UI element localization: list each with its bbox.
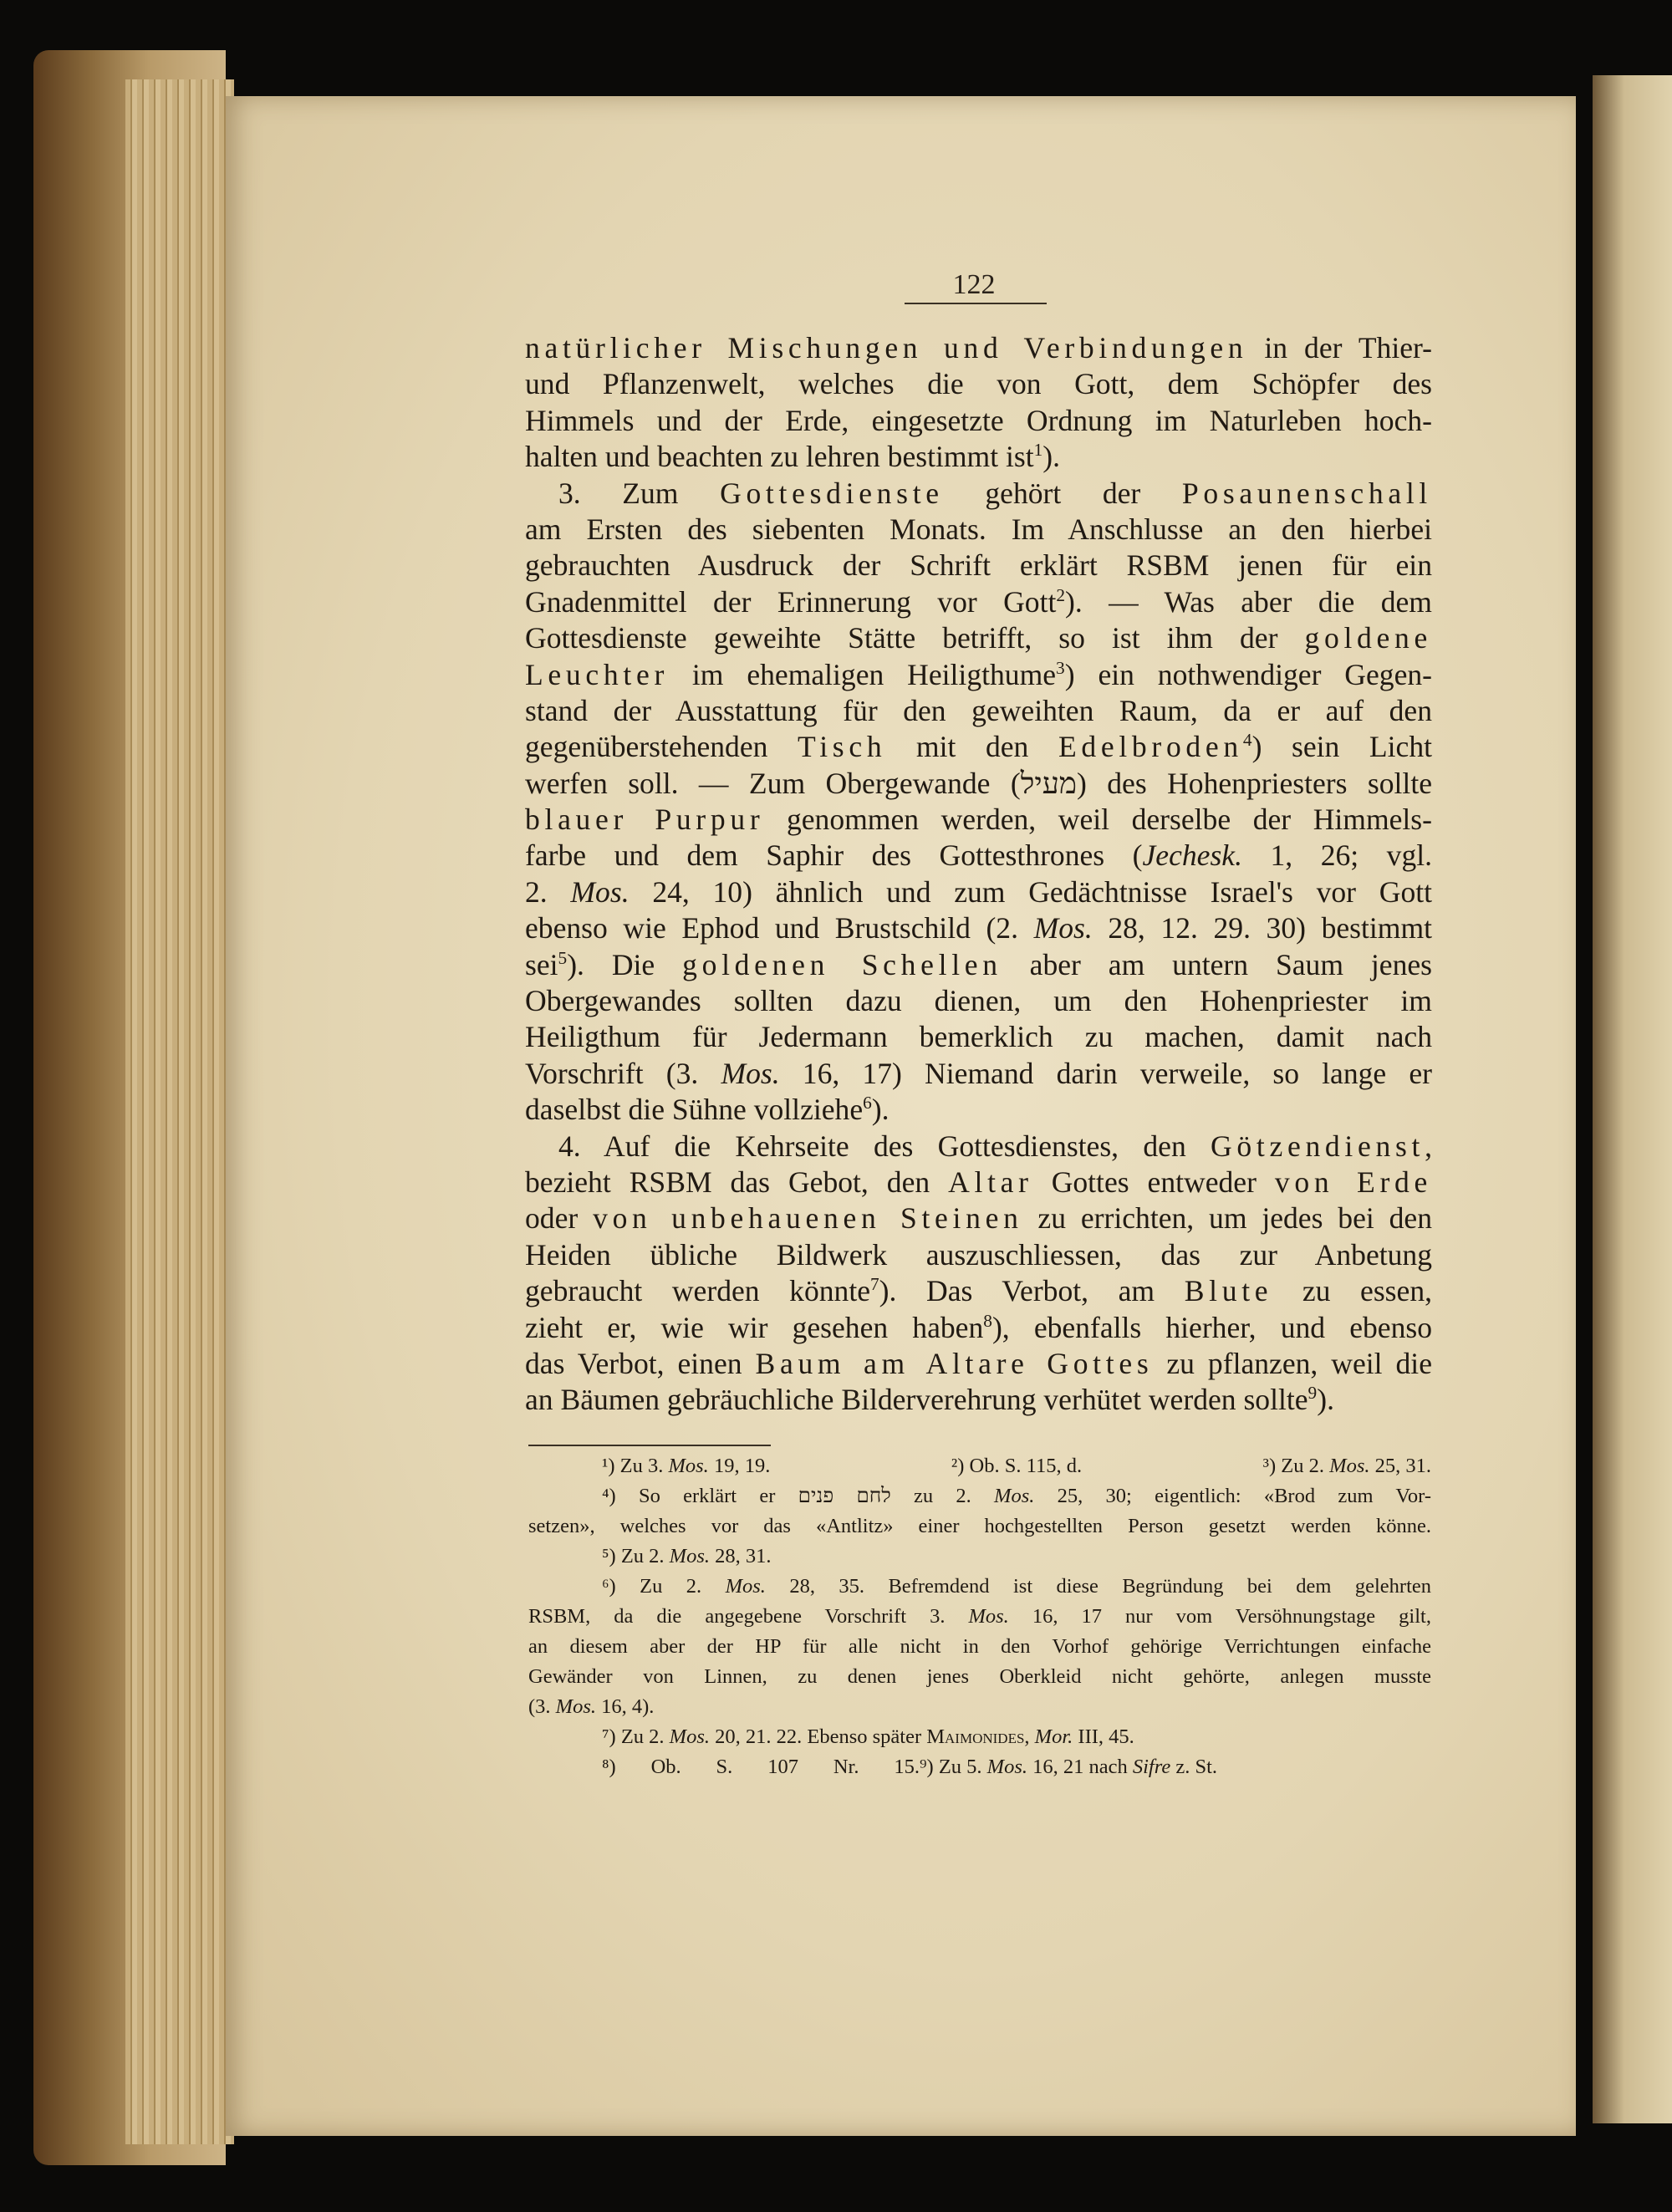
text-run: Vorschrift (3.: [525, 1056, 721, 1090]
text-run: Götzendienst: [1211, 1129, 1425, 1163]
text-run: Baum am Altare Gottes: [755, 1346, 1154, 1380]
text-run: ⁴) So erklärt er לחם פנים zu 2.: [602, 1485, 995, 1507]
text-run: Mischungen und Verbindungen: [727, 331, 1248, 364]
text-run: Mos.: [669, 1725, 710, 1748]
text-run: goldene: [1304, 621, 1432, 655]
text-line: und Pflanzenwelt, welches die von Gott, dem Schöpfer des: [525, 367, 1432, 401]
text-run: Mos.: [725, 1575, 766, 1598]
text-run: Blute: [1184, 1274, 1273, 1308]
text-run: Mos.: [986, 1756, 1027, 1778]
footnote-line: [528, 1602, 1431, 1632]
footnote-ref: 2: [1056, 584, 1066, 605]
text-line: Obergewandes sollten dazu dienen, um den Hohenpriester im: [525, 984, 1432, 1018]
text-line: [525, 802, 1432, 838]
text-run: von unbehauenen Steinen: [593, 1201, 1023, 1236]
text-run: natürlicher: [525, 331, 728, 364]
text-run: ⁵) Zu 2.: [602, 1545, 670, 1567]
text-run: (3.: [528, 1695, 556, 1718]
text-run: Jechesk.: [1142, 838, 1242, 873]
text-run: ). — Was aber die dem: [1065, 584, 1432, 619]
text-run: 28, 12. 29. 30) bestimmt: [1092, 911, 1432, 945]
text-line: am Ersten des siebenten Monats. Im Anschlusse an den hierbei: [525, 512, 1432, 546]
text-line: [525, 838, 1432, 874]
text-run: sei: [525, 947, 558, 981]
text-run: ¹) Zu 3.: [602, 1455, 669, 1477]
text-run: Sifre: [1132, 1756, 1171, 1778]
footnote-line: [528, 1451, 1431, 1481]
footnote-9: [920, 1752, 1217, 1782]
text-run: 16, 4).: [596, 1695, 655, 1718]
text-run: Maimonides: [926, 1725, 1025, 1748]
text-run: III, 45.: [1073, 1725, 1134, 1748]
footnote-7: [528, 1722, 1431, 1752]
text-run: an Bäumen gebräuchliche Bilderverehrung verhütet werden sollte: [525, 1383, 1308, 1417]
text-run: Leuchter: [525, 657, 669, 691]
text-line: [525, 1092, 1432, 1128]
footnote-line: Gewänder von Linnen, zu denen jenes Oberkleid nicht gehörte, anlegen musste: [528, 1665, 1431, 1688]
text-run: Mos.: [721, 1056, 780, 1090]
text-run: ⁶) Zu 2.: [602, 1575, 726, 1598]
text-line: Heiligthum für Jedermann bemerklich zu machen, damit nach: [525, 1020, 1432, 1054]
footnote-ref: 9: [1308, 1383, 1318, 1404]
text-line: [525, 657, 1432, 693]
footnote-3: [1263, 1451, 1431, 1481]
text-run: gebraucht werden könnte: [525, 1274, 870, 1308]
footnote-6: [528, 1572, 1431, 1602]
text-line: [525, 439, 1432, 475]
text-run: zu pflanzen, weil die: [1153, 1346, 1432, 1380]
text-run: z. St.: [1170, 1756, 1218, 1778]
text-run: 16, 17) Niemand darin verweile, so lange er: [779, 1056, 1432, 1090]
text-line: [525, 620, 1432, 656]
main-text: [525, 330, 1432, 1419]
text-run: 24, 10) ähnlich und zum Gedächtnisse Israel's vor Gott: [629, 874, 1433, 909]
text-run: ebenso wie Ephod und Brustschild (2.: [525, 911, 1034, 945]
text-run: zieht er, wie wir gesehen haben: [525, 1310, 984, 1344]
text-run: Gottes entweder: [1032, 1165, 1275, 1199]
text-run: Mos.: [1329, 1455, 1370, 1477]
text-run: Tisch: [798, 730, 887, 764]
text-run: farbe und dem Saphir des Gottesthrones (: [525, 838, 1143, 873]
text-run: von Erde: [1274, 1165, 1432, 1199]
text-line: [525, 330, 1432, 366]
text-run: goldenen Schellen: [682, 947, 1002, 981]
text-run: Altar: [948, 1165, 1033, 1199]
text-line: [525, 476, 1432, 512]
footnote-line: [528, 1692, 1431, 1722]
text-line: werfen soll. — Zum Obergewande (מעיל) des Hohenpriesters sollte: [525, 766, 1432, 800]
page-number-rule: [905, 303, 1047, 304]
text-run: ) ein nothwendiger Gegen-: [1064, 657, 1433, 691]
text-run: 28, 35. Befremdend ist diese Begründung bei dem gelehrten: [765, 1575, 1431, 1598]
text-line: Heiden übliche Bildwerk auszuschliessen, das zur Anbetung: [525, 1237, 1432, 1272]
page-number: 122: [952, 269, 996, 300]
text-line: [525, 1200, 1432, 1236]
text-run: ) sein Licht: [1251, 730, 1433, 764]
text-run: 2.: [525, 874, 571, 909]
text-run: Edelbroden: [1058, 730, 1243, 764]
footnotes: [528, 1451, 1431, 1782]
text-line: Himmels und der Erde, eingesetzte Ordnung im Naturleben hoch-: [525, 403, 1432, 437]
text-run: oder: [525, 1201, 594, 1236]
text-run: zu errichten, um jedes bei den: [1022, 1201, 1432, 1236]
text-run: 28, 31.: [710, 1545, 772, 1567]
text-run: ). Die: [567, 947, 683, 981]
text-line: [525, 1310, 1432, 1346]
text-run: im ehemaligen Heiligthume: [669, 657, 1057, 691]
facing-page-edge: [1593, 75, 1672, 2123]
footnote-ref: 5: [558, 947, 568, 968]
text-run: 16, 21 nach: [1027, 1756, 1133, 1778]
text-run: 25, 31.: [1369, 1455, 1431, 1477]
text-run: aber am untern Saum jenes: [1002, 947, 1432, 981]
text-run: Mor.: [1034, 1725, 1073, 1748]
text-line: [525, 910, 1432, 946]
text-run: das Verbot, einen: [525, 1346, 756, 1380]
footnote-ref: 1: [1033, 440, 1043, 461]
text-line: gebrauchten Ausdruck der Schrift erklärt RSBM jenen für ein: [525, 548, 1432, 583]
footnote-ref: 7: [870, 1274, 879, 1295]
text-line: [525, 1346, 1432, 1382]
text-run: Gottesdienste geweihte Stätte betrifft, so ist ihm der: [525, 621, 1305, 655]
text-line: [525, 1129, 1432, 1165]
footnote-line: an diesem aber der HP für alle nicht in den Vorhof gehörige Verrichtungen einfache: [528, 1635, 1431, 1658]
footnote-ref: 8: [983, 1310, 992, 1331]
text-line: [525, 584, 1432, 620]
footnote-1: [602, 1451, 770, 1481]
text-run: mit den: [886, 730, 1058, 764]
text-run: Gottesdienste: [720, 476, 944, 510]
footnote-ref: 4: [1242, 730, 1252, 751]
text-run: Mos.: [570, 874, 630, 909]
text-run: 1, 26; vgl.: [1242, 838, 1433, 873]
footnote-ref: 6: [863, 1093, 872, 1114]
text-run: daselbst die Sühne vollziehe: [525, 1093, 864, 1127]
text-run: ).: [1042, 440, 1061, 474]
text-run: Mos.: [669, 1545, 710, 1567]
text-run: Mos.: [555, 1695, 596, 1718]
text-run: Posaunenschall: [1181, 476, 1432, 510]
text-line: [525, 874, 1432, 910]
text-line: [525, 1165, 1432, 1200]
text-run: ).: [871, 1093, 890, 1127]
text-run: Mos.: [1033, 911, 1093, 945]
text-run: 3. Zum: [558, 476, 721, 510]
text-run: ⁹) Zu 5.: [920, 1756, 987, 1778]
text-line: [525, 729, 1432, 765]
footnote-5: [528, 1542, 1431, 1572]
text-run: 25, 30; eigentlich: «Brod zum Vor-: [1034, 1485, 1431, 1507]
text-run: in der Thier-: [1247, 331, 1432, 364]
text-run: Mos.: [968, 1605, 1009, 1628]
footnote-2: ²) Ob. S. 115, d.: [951, 1455, 1083, 1477]
text-run: gegenüberstehenden: [525, 730, 798, 764]
text-run: 20, 21. 22. Ebenso später: [710, 1725, 927, 1748]
footnote-line: [528, 1752, 1431, 1782]
text-run: ³) Zu 2.: [1262, 1455, 1330, 1477]
text-line: stand der Ausstattung für den geweihten Raum, da er auf den: [525, 693, 1432, 727]
text-run: ⁷) Zu 2.: [602, 1725, 670, 1748]
text-run: ). Das Verbot, am: [879, 1274, 1185, 1308]
text-run: Mos.: [668, 1455, 709, 1477]
footnote-line: setzen», welches vor das «Antlitz» einer hochgestellten Person gesetzt werden könne.: [528, 1515, 1431, 1537]
text-run: RSBM, da die angegebene Vorschrift 3.: [528, 1605, 969, 1628]
footnote-rule: [528, 1445, 771, 1446]
text-run: 16, 17 nur vom Versöhnungstage gilt,: [1008, 1605, 1431, 1628]
text-line: [525, 1273, 1432, 1309]
text-run: gehört der: [943, 476, 1182, 510]
text-run: ), ebenfalls hierher, und ebenso: [991, 1310, 1433, 1344]
text-run: 19, 19.: [708, 1455, 771, 1477]
footnote-4: [528, 1481, 1431, 1511]
text-run: bezieht RSBM das Gebot, den: [525, 1165, 949, 1199]
text-line: [525, 947, 1432, 983]
text-run: halten und beachten zu lehren bestimmt ist: [525, 440, 1034, 474]
text-run: ,: [1024, 1725, 1035, 1748]
text-run: Gnadenmittel der Erinnerung vor Gott: [525, 584, 1057, 619]
footnote-8: ⁸) Ob. S. 107 Nr. 15.: [602, 1756, 920, 1778]
text-run: ,: [1425, 1129, 1432, 1163]
text-run: 4. Auf die Kehrseite des Gottesdienstes, den: [558, 1129, 1211, 1163]
text-line: [525, 1382, 1432, 1418]
footnote-ref: 3: [1056, 657, 1065, 678]
page-stack: [125, 79, 234, 2144]
text-line: [525, 1056, 1432, 1092]
text-run: zu essen,: [1272, 1274, 1432, 1308]
text-run: Mos.: [994, 1485, 1035, 1507]
text-run: genommen werden, weil derselbe der Himmels-: [764, 803, 1433, 837]
text-run: blauer Purpur: [525, 803, 765, 837]
text-run: ).: [1317, 1383, 1334, 1417]
